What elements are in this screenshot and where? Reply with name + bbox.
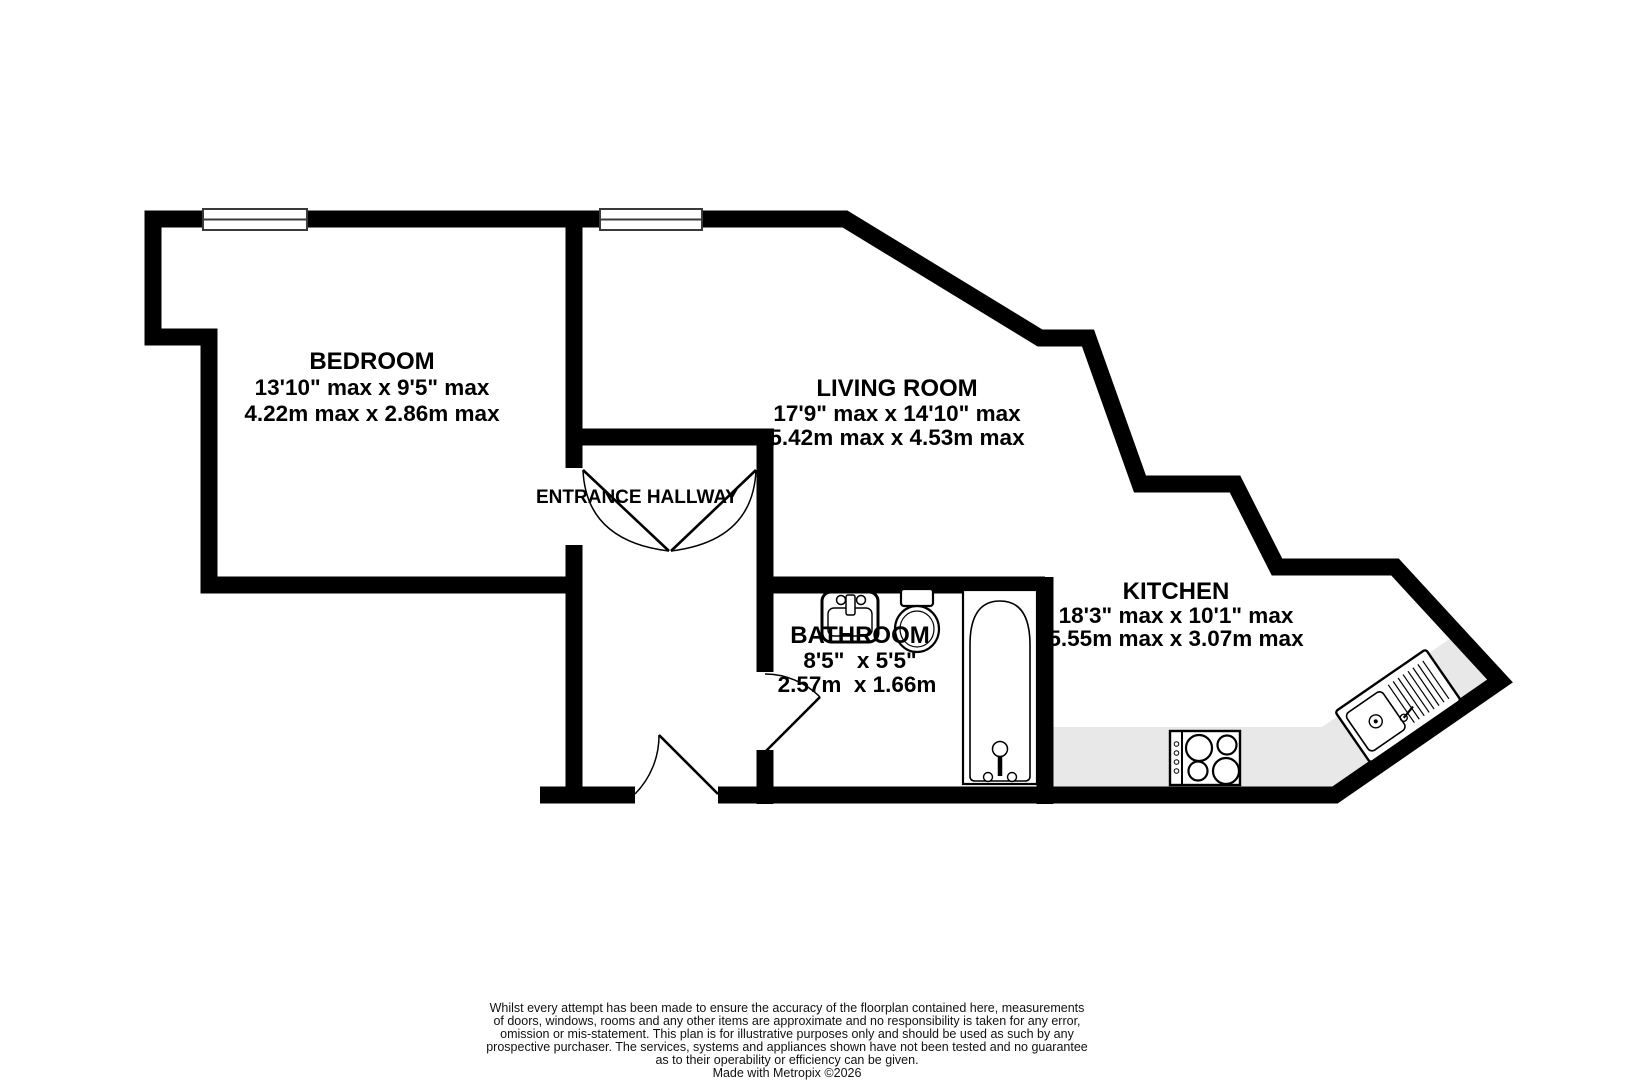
entrance-hallway-name: ENTRANCE HALLWAY [536,487,738,508]
front-door [635,735,718,794]
disclaimer-line: of doors, windows, rooms and any other items are approximate and no responsibility is taken for any error, [493,1014,1081,1028]
kitchen-dims-imperial: 18'3" max x 10'1" max [1058,603,1294,628]
bedroom-dims-imperial: 13'10" max x 9'5" max [254,375,490,400]
bathroom-name: BATHROOM [790,622,930,649]
hallway-double-door [583,470,756,551]
bath-icon [963,590,1037,784]
living-room-name: LIVING ROOM [816,375,978,402]
outer-wall [153,219,1500,795]
disclaimer-line: omission or mis-statement. This plan is for illustrative purposes only and should be used as such by any [500,1027,1074,1041]
bedroom-name: BEDROOM [309,348,435,375]
bedroom-dims-metric: 4.22m max x 2.86m max [244,401,500,426]
kitchen-name: KITCHEN [1122,578,1230,605]
disclaimer-line: Whilst every attempt has been made to ensure the accuracy of the floorplan contained here, measurements [489,1001,1085,1015]
disclaimer-line: prospective purchaser. The services, systems and appliances shown have not been tested and no guarantee [486,1040,1088,1054]
hob-icon [1170,731,1240,785]
bathroom-dims-imperial: 8'5" x 5'5" [803,648,917,673]
disclaimer [486,1001,1088,1080]
living-room-label [769,375,1025,450]
bedroom-window [203,209,307,230]
living-room-dims-metric: 5.42m max x 4.53m max [769,425,1025,450]
bathroom-dims-metric: 2.57m x 1.66m [777,672,937,697]
living-room-dims-imperial: 17'9" max x 14'10" max [773,401,1021,426]
doors [583,470,820,794]
bedroom-label [244,348,500,426]
entrance-hallway-label [536,487,738,508]
disclaimer-line: as to their operability or efficiency can be given. [655,1053,919,1067]
kitchen-dims-metric: 5.55m max x 3.07m max [1048,626,1304,651]
room-labels [244,348,1304,697]
kitchen-label [1048,578,1304,651]
walls [153,219,1500,804]
disclaimer-made-with: Made with Metropix ©2026 [712,1066,862,1080]
bathroom-label [778,622,937,697]
livingroom-window [600,209,702,230]
